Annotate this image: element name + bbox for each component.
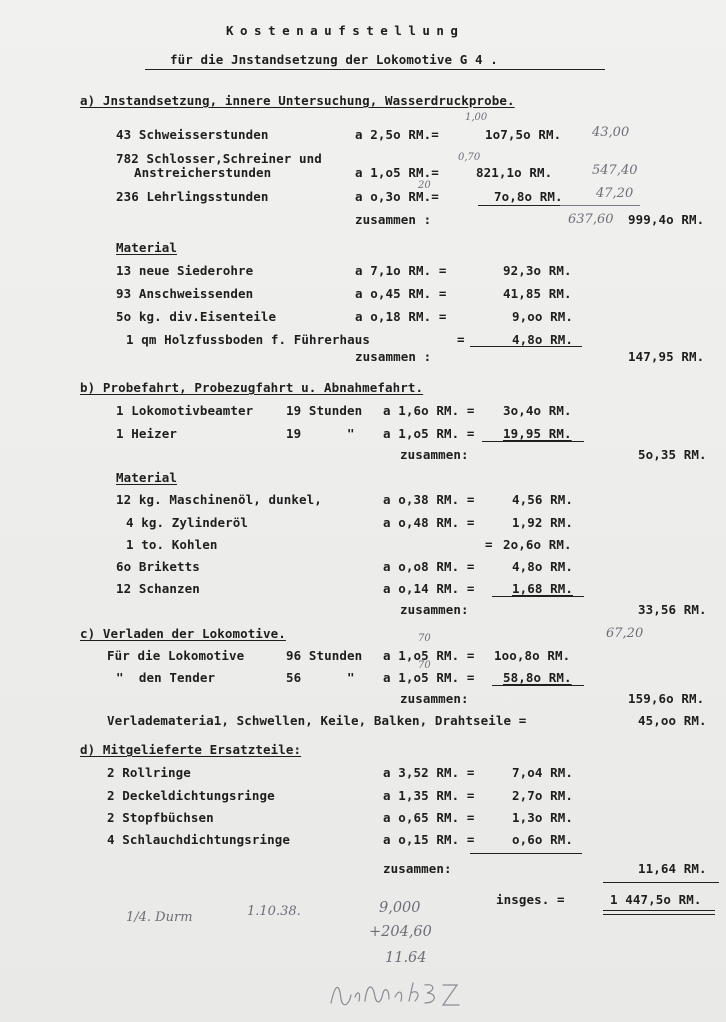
handwritten-c-rate-2: 70 (418, 660, 431, 671)
section-d-row-3-rate: a o,65 RM. = (383, 810, 475, 825)
section-d-row-2-desc: 2 Deckeldichtungsringe (107, 788, 275, 803)
section-b-sum: 5o,35 RM. (638, 447, 707, 462)
section-a-material-1-rate: a 7,1o RM. = (355, 263, 447, 278)
section-b-material-sum: 33,56 RM. (638, 602, 707, 617)
section-c-row-1-desc: Für die Lokomotive (107, 648, 245, 663)
section-b-row-2-amount: 19,95 RM. (503, 426, 572, 441)
section-c-sum-label: zusammen: (400, 691, 469, 706)
section-b-material-sum-label: zusammen: (400, 602, 469, 617)
section-d-row-1-desc: 2 Rollringe (107, 765, 191, 780)
section-a-material-3-rate: a o,18 RM. = (355, 309, 447, 324)
section-c-extra-amount: 45,oo RM. (638, 713, 707, 728)
section-b-row-1-amount: 3o,4o RM. (503, 403, 572, 418)
handwritten-c-sum: 67,20 (606, 626, 644, 641)
section-a-material-4-amount: 4,8o RM. (512, 332, 574, 347)
handwritten-a-rate-3: 20 (418, 180, 431, 191)
section-a-row-1-desc: 43 Schweisserstunden (116, 127, 269, 142)
section-a-material-3-amount: 9,oo RM. (512, 309, 574, 324)
section-d-sum-label: zusammen: (383, 861, 452, 876)
section-a-row-2-desc: 782 Schlosser,Schreiner und (116, 151, 322, 166)
handwritten-a-amount-3: 47,20 (596, 186, 634, 201)
section-b-row-1-hours: 19 Stunden (286, 403, 363, 418)
section-b-material-4-rate: a o,o8 RM. = (383, 559, 475, 574)
section-a-row-3-amount: 7o,8o RM. (494, 189, 563, 204)
handwritten-a-rate-2: 0,70 (458, 152, 481, 163)
total-label: insges. = (496, 892, 565, 907)
section-b-material-4-amount: 4,8o RM. (512, 559, 574, 574)
section-b-row-2-rate: a 1,o5 RM. = (383, 426, 475, 441)
subtitle-underline (145, 69, 605, 70)
handwritten-a-amount-1: 43,00 (592, 125, 630, 140)
section-b-row-2-desc: 1 Heizer (116, 426, 178, 441)
handwritten-bottom-date: 1.10.38. (247, 904, 301, 919)
page-subtitle: für die Jnstandsetzung der Lokomotive G 4 . (170, 52, 498, 67)
signature-scribble (325, 975, 465, 1015)
section-b-material-1-rate: a o,38 RM. = (383, 492, 475, 507)
section-b-material-1-amount: 4,56 RM. (512, 492, 574, 507)
section-a-row-2-rate: a 1,o5 RM.= (355, 165, 439, 180)
section-d-row-1-amount: 7,o4 RM. (512, 765, 574, 780)
section-b-material-1-desc: 12 kg. Maschinenöl, dunkel, (116, 492, 322, 507)
section-a-row-2-desc2: Anstreicherstunden (134, 165, 272, 180)
section-a-row-1-amount: 1o7,5o RM. (485, 127, 562, 142)
section-a-row-2-amount: 821,1o RM. (476, 165, 553, 180)
section-a-heading: a) Jnstandsetzung, innere Untersuchung, Wasserdruckprobe. (80, 93, 515, 108)
section-b-sum-line (482, 441, 584, 442)
section-a-material-heading: Material (116, 240, 178, 255)
section-b-material-4-desc: 6o Briketts (116, 559, 200, 574)
section-b-material-2-amount: 1,92 RM. (512, 515, 574, 530)
section-c-row-1-rate: a 1,o5 RM. = (383, 648, 475, 663)
section-b-material-sum-line (492, 596, 584, 597)
section-b-sum-label: zusammen: (400, 447, 469, 462)
section-b-material-3-desc: 1 to. Kohlen (126, 537, 218, 552)
section-c-row-2-amount: 58,8o RM. (503, 670, 572, 685)
total-double-underline-1 (603, 910, 715, 911)
total-line (603, 882, 719, 883)
section-c-row-1-hours: 96 Stunden (286, 648, 363, 663)
handwritten-a-amount-2: 547,40 (592, 163, 638, 178)
total-amount: 1 447,5o RM. (610, 892, 702, 907)
section-b-material-3-rate: = (485, 537, 493, 552)
section-d-sum: 11,64 RM. (638, 861, 707, 876)
section-b-material-2-desc: 4 kg. Zylinderöl (126, 515, 249, 530)
section-d-row-4-amount: o,6o RM. (512, 832, 574, 847)
handwritten-calc-3: 11.64 (385, 950, 427, 966)
section-b-row-1-desc: 1 Lokomotivbeamter (116, 403, 254, 418)
section-a-material-4-rate: = (457, 332, 465, 347)
section-b-row-2-hours: 19 " (286, 426, 355, 441)
section-d-row-2-rate: a 1,35 RM. = (383, 788, 475, 803)
section-a-material-1-amount: 92,3o RM. (503, 263, 572, 278)
section-c-row-2-rate: a 1,o5 RM. = (383, 670, 475, 685)
section-a-material-2-rate: a o,45 RM. = (355, 286, 447, 301)
section-c-row-2-desc: " den Tender (116, 670, 216, 685)
section-c-heading: c) Verladen der Lokomotive. (80, 626, 286, 641)
handwritten-calc-2: +204,60 (369, 924, 432, 940)
section-d-row-1-rate: a 3,52 RM. = (383, 765, 475, 780)
total-double-underline-2 (603, 914, 715, 915)
section-b-material-heading: Material (116, 470, 178, 485)
section-d-row-2-amount: 2,7o RM. (512, 788, 574, 803)
section-b-material-5-desc: 12 Schanzen (116, 581, 200, 596)
section-d-row-3-amount: 1,3o RM. (512, 810, 574, 825)
section-d-row-3-desc: 2 Stopfbüchsen (107, 810, 214, 825)
section-c-sum: 159,6o RM. (628, 691, 705, 706)
section-a-sum-label: zusammen : (355, 212, 432, 227)
section-b-material-5-rate: a o,14 RM. = (383, 581, 475, 596)
section-d-sum-line (470, 853, 582, 854)
section-a-material-sum-line (470, 346, 582, 347)
section-a-material-sum: 147,95 RM. (628, 349, 705, 364)
section-b-row-1-rate: a 1,6o RM. = (383, 403, 475, 418)
section-b-material-2-rate: a o,48 RM. = (383, 515, 475, 530)
section-a-material-2-amount: 41,85 RM. (503, 286, 572, 301)
section-a-material-sum-label: zusammen : (355, 349, 432, 364)
section-b-material-3-amount: 2o,6o RM. (503, 537, 572, 552)
section-a-material-4-desc: 1 qm Holzfussboden f. Führerhaus (126, 332, 371, 347)
section-c-row-1-amount: 1oo,8o RM. (494, 648, 571, 663)
handwritten-calc-1: 9,000 (379, 900, 421, 916)
section-b-material-5-amount: 1,68 RM. (512, 581, 574, 596)
handwritten-bottom-left: 1/4. Durm (126, 910, 193, 925)
section-d-row-4-desc: 4 Schlauchdichtungsringe (107, 832, 291, 847)
section-a-material-1-desc: 13 neue Siederohre (116, 263, 254, 278)
handwritten-a-total: 637,60 (568, 212, 614, 227)
section-a-row-1-rate: a 2,5o RM.= (355, 127, 439, 142)
section-a-material-3-desc: 5o kg. div.Eisenteile (116, 309, 277, 324)
section-c-sum-line (492, 685, 584, 686)
page-title: Kostenaufstellung (226, 23, 465, 38)
section-c-extra-desc: Verlademateria1, Schwellen, Keile, Balken, Drahtseile = (107, 713, 527, 728)
handwritten-a-rate-1: 1,00 (465, 112, 488, 123)
section-a-sum: 999,4o RM. (628, 212, 705, 227)
section-d-row-4-rate: a o,15 RM. = (383, 832, 475, 847)
section-b-heading: b) Probefahrt, Probezugfahrt u. Abnahmefahrt. (80, 380, 424, 395)
section-a-material-2-desc: 93 Anschweissenden (116, 286, 254, 301)
section-a-row-3-desc: 236 Lehrlingsstunden (116, 189, 269, 204)
section-a-row-3-rate: a o,3o RM.= (355, 189, 439, 204)
handwritten-a-underline (560, 205, 640, 206)
section-c-row-2-hours: 56 " (286, 670, 355, 685)
handwritten-c-rate-1: 70 (418, 633, 431, 644)
section-d-heading: d) Mitgelieferte Ersatzteile: (80, 742, 302, 757)
